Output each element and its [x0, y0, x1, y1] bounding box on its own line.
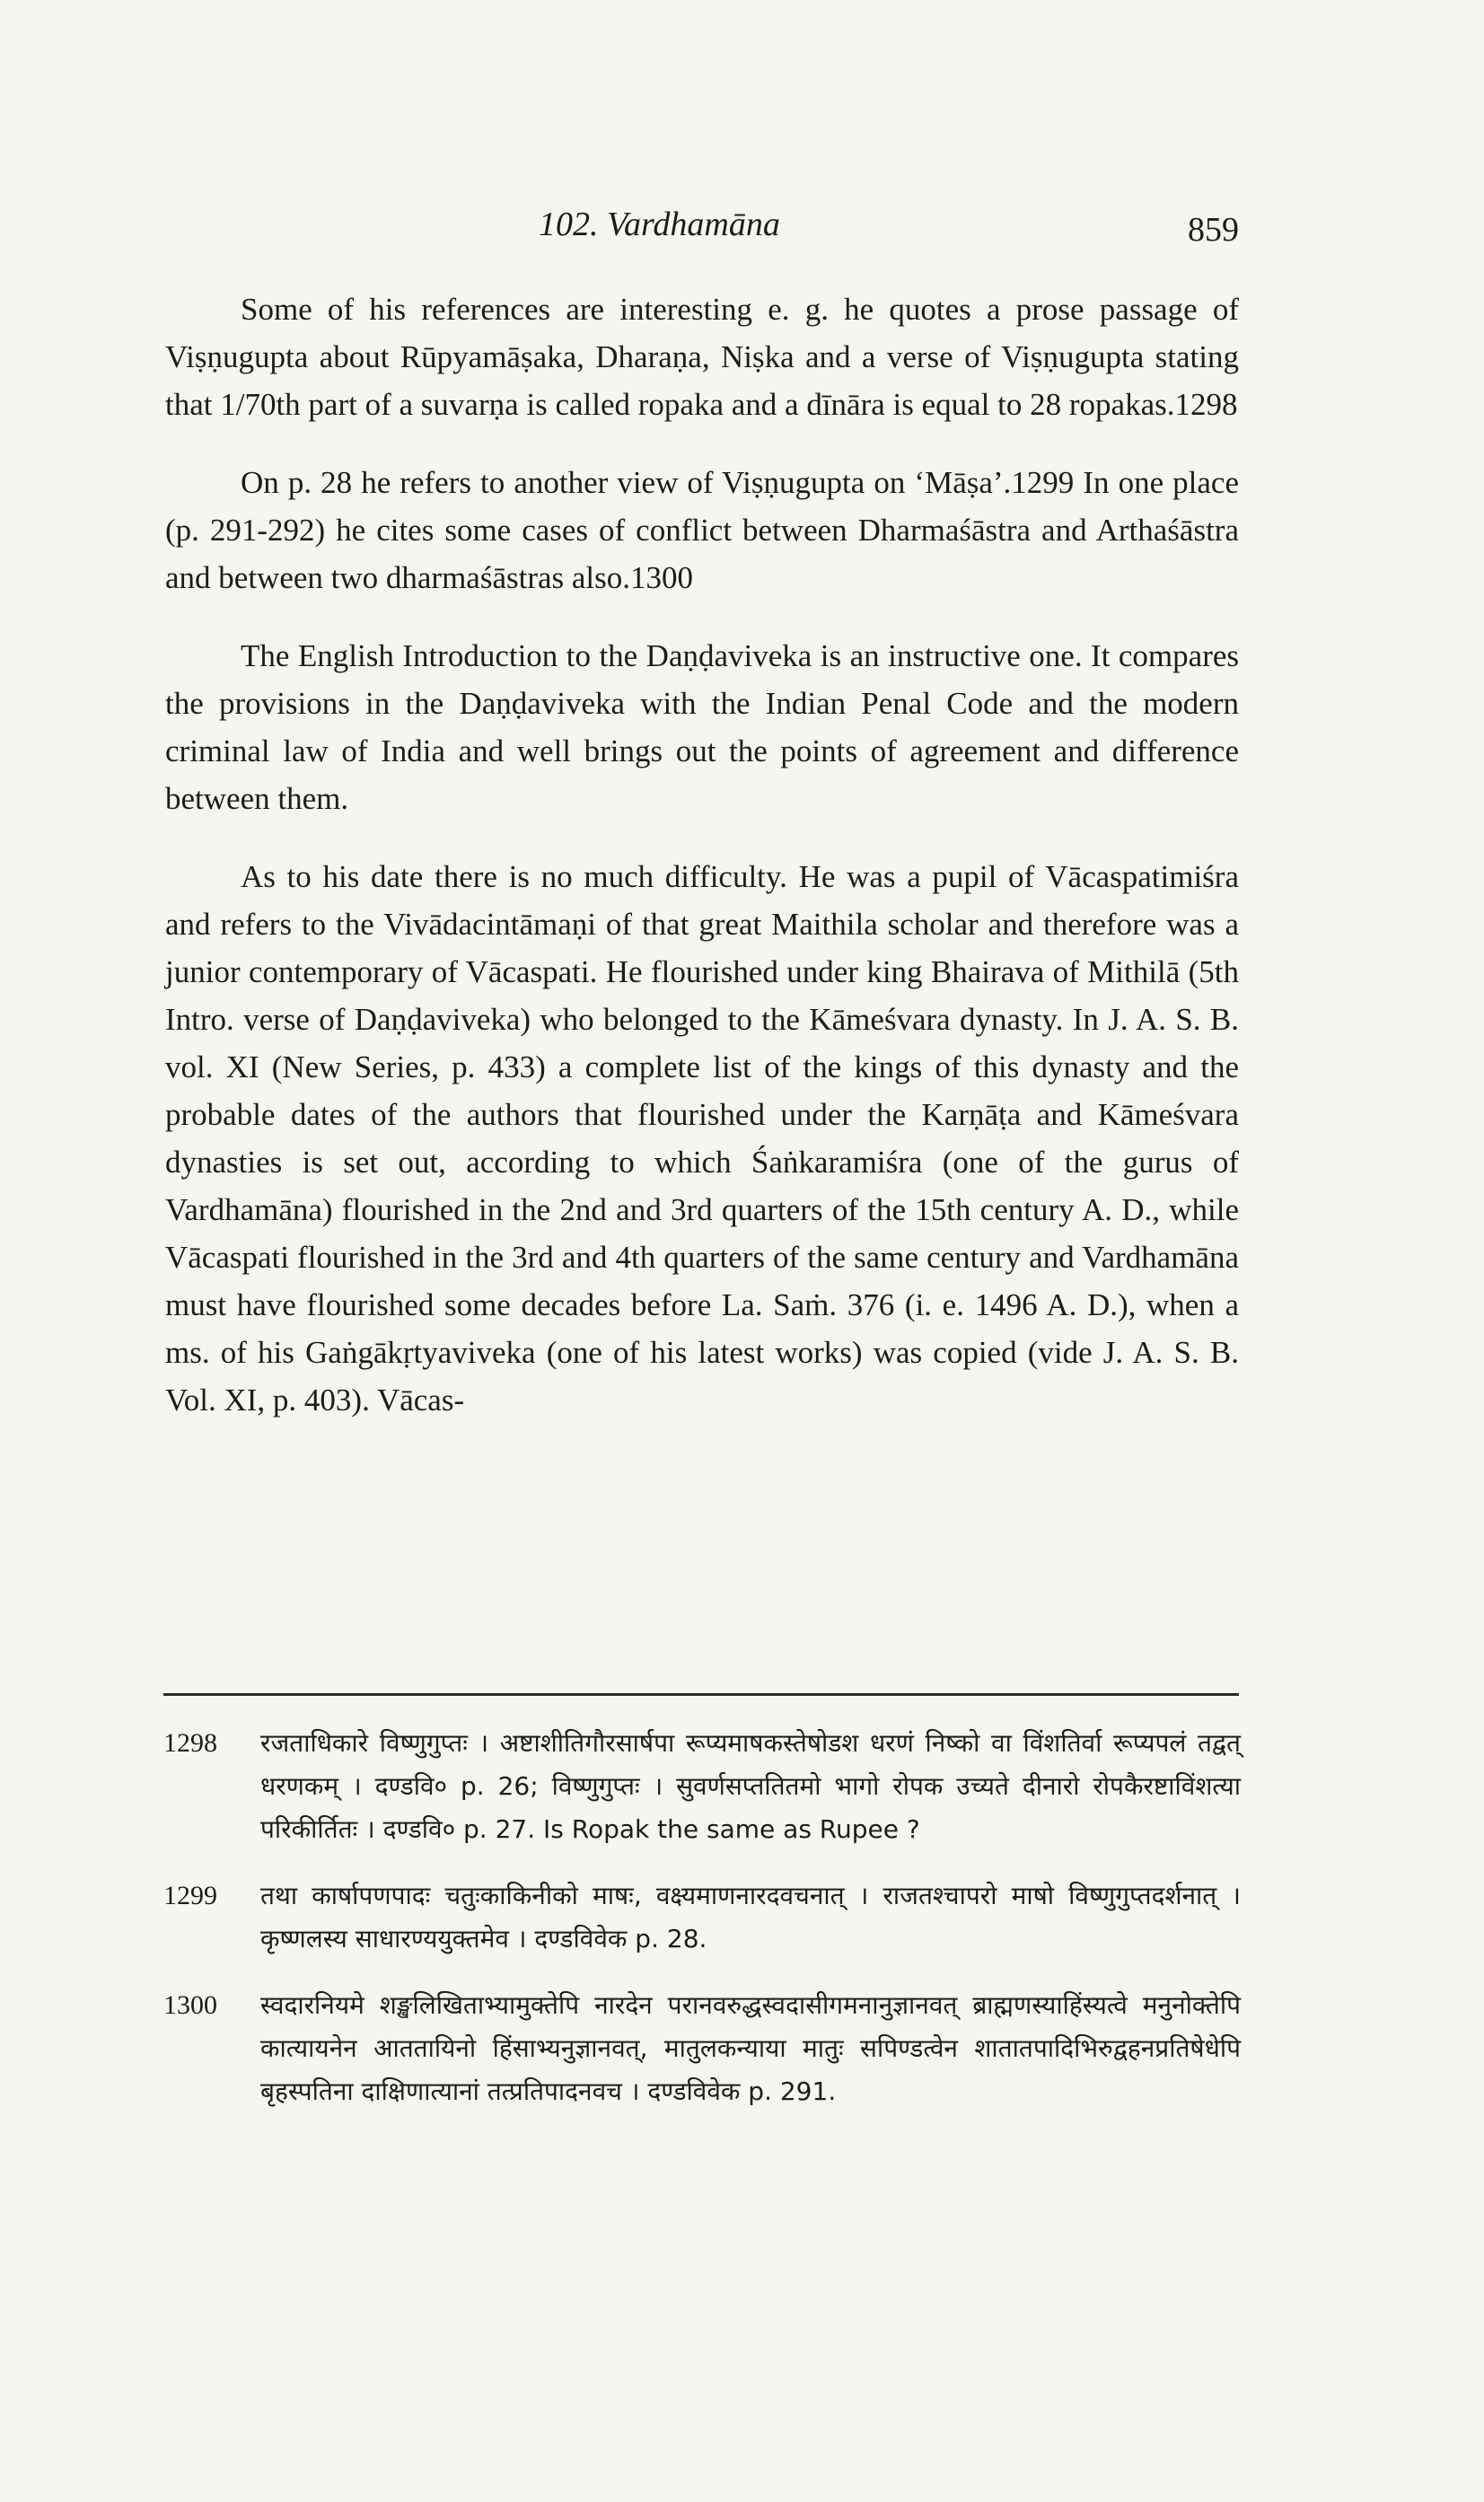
- paragraph: On p. 28 he refers to another view of Viṣṇugupta on ‘Māṣa’.1299 In one place (p. 291-292) he cites some cases of conflict between Dharmaśāstra and Arthaśāstra and between two dharmaśāstras also.1300: [165, 465, 1239, 595]
- paragraph: Some of his references are interesting e. g. he quotes a prose passage of Viṣṇugupta about Rūpyamāṣaka, Dharaṇa, Niṣka and a verse of Viṣṇugupta stating that 1/70th part of a suvarṇa is called ropaka and a dīnāra is equal to 28 ropakas.1298: [165, 292, 1239, 422]
- page-header: [162, 205, 1239, 259]
- running-title: 102. Vardhamāna: [539, 206, 780, 243]
- footnote: [163, 1874, 1241, 1961]
- footnote-number: 1300: [163, 1990, 217, 2020]
- footnote-divider: [163, 1693, 1239, 1696]
- footnotes: [163, 1722, 1241, 2137]
- footnote: [163, 1984, 1241, 2113]
- paragraph: As to his date there is no much difficulty. He was a pupil of Vācaspatimiśra and refers to the Vivādacintāmaṇi of that great Maithila scholar and therefore was a junior contemporary of Vācaspati. He flourished under king Bhairava of Mithilā (5th Intro. verse of Daṇḍaviveka) who belonged to the Kāmeśvara dynasty. In J. A. S. B. vol. XI (New Series, p. 433) a complete list of the kings of this dynasty and the probable dates of the authors that flourished under the Karṇāṭa and Kāmeśvara dynasties is set out, according to which Śaṅkaramiśra (one of the gurus of Vardhamāna) flourished in the 2nd and 3rd quarters of the 15th century A. D., while Vācaspati flourished in the 3rd and 4th quarters of the same century and Vardhamāna must have flourished some decades before La. Saṁ. 376 (i. e. 1496 A. D.), when a ms. of his Gaṅgākṛtyaviveka (one of his latest works) was copied (vide J. A. S. B. Vol. XI, p. 403). Vācas-: [165, 859, 1239, 1418]
- paragraph: The English Introduction to the Daṇḍaviveka is an instructive one. It compares the provisions in the Daṇḍaviveka with the Indian Penal Code and the modern criminal law of India and well brings out the points of agreement and difference between them.: [165, 638, 1239, 816]
- footnote-text: रजताधिकारे विष्णुगुप्तः । अष्टाशीतिगौरसार्षपा रूप्यमाषकस्तेषोडश धरणं निष्को वा विंशतिर्वा रूप्यपलं तद्वत् धरणकम् । दण्डवि० p. 26; विष्णुगुप्तः । सुवर्णसप्ततितमो भागो रोपक उच्यते दीनारो रोपकैरष्टाविंशत्या परिकीर्तितः । दण्डवि० p. 27. Is Ropak the same as Rupee ?: [260, 1728, 1241, 1844]
- page-number: 859: [1188, 211, 1239, 249]
- footnote-number: 1298: [163, 1728, 217, 1758]
- footnote-text: स्वदारनियमे शङ्खलिखिताभ्यामुक्तेपि नारदेन परानवरुद्धस्वदासीगमनानुज्ञानवत् ब्राह्मणस्याहिंस्यत्वे मनुनोक्तेपि कात्यायनेन आततायिनो हिंसाभ्यनुज्ञानवत्, मातुलकन्याया मातुः सपिण्डत्वेन शातातपादिभिरुद्वहनप्रतिषेधेपि बृहस्पतिना दाक्षिणात्यानां तत्प्रतिपादनवच । दण्डविवेक p. 291.: [260, 1990, 1241, 2106]
- main-text: [165, 285, 1239, 1424]
- footnote: [163, 1722, 1241, 1851]
- footnote-text: तथा कार्षापणपादः चतुःकाकिनीको माषः, वक्ष्यमाणनारदवचनात् । राजतश्चापरो माषो विष्णुगुप्तदर्शनात् । कृष्णलस्य साधारण्ययुक्तमेव । दण्डविवेक p. 28.: [260, 1881, 1241, 1953]
- footnote-number: 1299: [163, 1881, 217, 1910]
